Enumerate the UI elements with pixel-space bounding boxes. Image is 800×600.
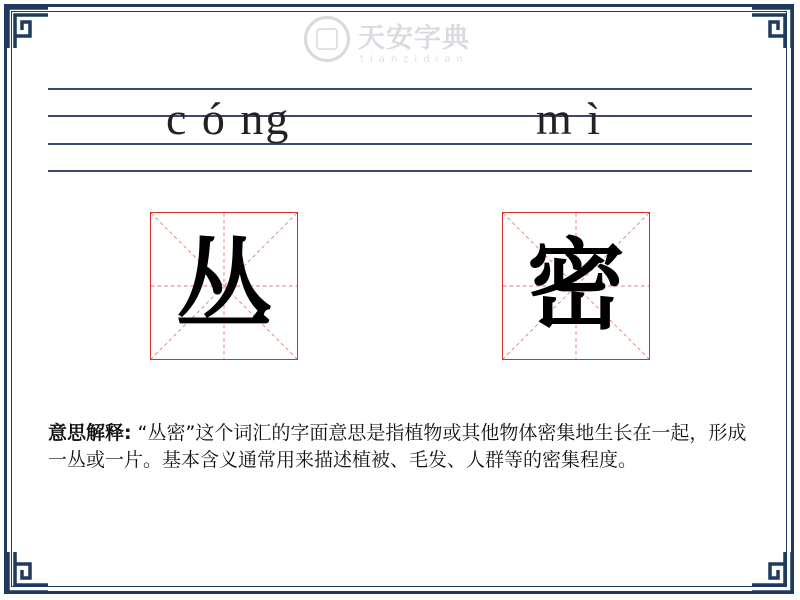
meaning-paragraph bbox=[48, 420, 754, 474]
pinyin-syllable-1: c ó ng bbox=[166, 93, 291, 144]
corner-ornament-top-left bbox=[6, 6, 50, 50]
meaning-label: 意思解释 bbox=[48, 422, 125, 444]
pinyin-syllable-2: m ì bbox=[536, 93, 603, 144]
hanzi-character-1: 丛 bbox=[174, 229, 273, 343]
inner-border bbox=[11, 11, 787, 587]
character-grid-2 bbox=[502, 212, 650, 360]
logo-subtitle: tianzidian bbox=[360, 54, 469, 65]
watermark-logo bbox=[300, 14, 500, 70]
character-grid-1 bbox=[150, 212, 298, 360]
meaning-label-colon: : bbox=[124, 422, 132, 444]
corner-ornament-bottom-left bbox=[6, 550, 50, 594]
meaning-text: “丛密”这个词汇的字面意思是指植物或其他物体密集地生长在一起，形成一丛或一片。基本含义通常用来描述植被、毛发、人群等的密集程度。 bbox=[48, 422, 747, 471]
corner-ornament-top-right bbox=[750, 6, 794, 50]
pinyin-line-1 bbox=[48, 88, 752, 90]
logo-seal-icon bbox=[304, 16, 350, 62]
hanzi-character-2: 密 bbox=[526, 229, 625, 343]
pinyin-line-4 bbox=[48, 170, 752, 172]
logo-title: 天安字典 bbox=[358, 23, 470, 54]
corner-ornament-bottom-right bbox=[750, 550, 794, 594]
pinyin-line-2 bbox=[48, 115, 752, 117]
pinyin-line-3 bbox=[48, 143, 752, 145]
